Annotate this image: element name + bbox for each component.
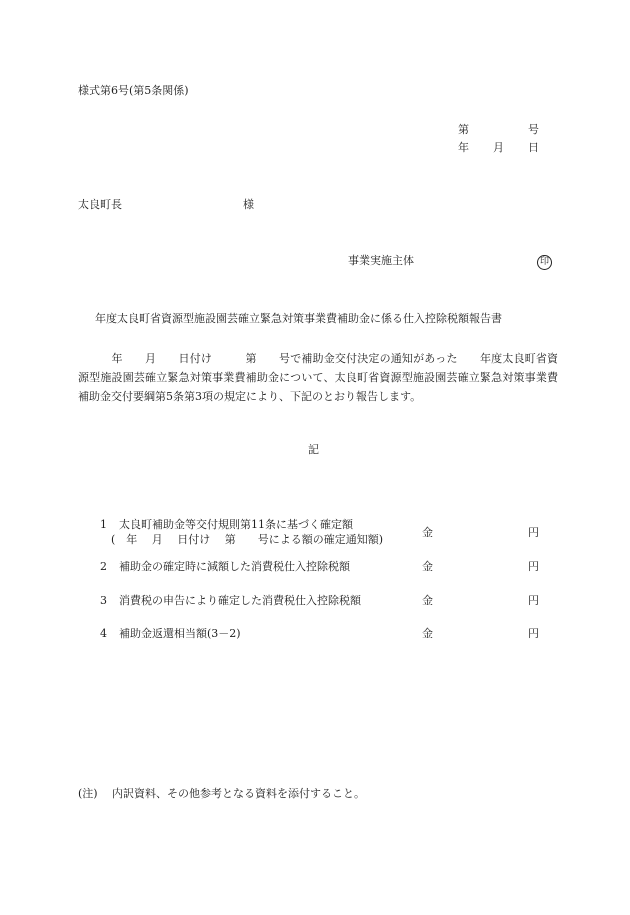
item-text: 補助金返還相当額(3－2)	[119, 627, 241, 640]
seal-icon: 印	[537, 255, 552, 270]
item-text: 消費税の申告により確定した消費税仕入控除税額	[119, 594, 361, 607]
item-subtext: ( 年 月 日付け 第 号による額の確定通知額)	[111, 533, 384, 546]
item-text: 補助金の確定時に減額した消費税仕入控除税額	[119, 560, 350, 573]
item-currency: 金	[422, 627, 433, 640]
addressee-name: 太良町長	[78, 198, 122, 211]
item-unit: 円	[528, 594, 539, 607]
note-label: (注)	[78, 787, 98, 800]
ki-heading: 記	[308, 443, 319, 456]
item-text: 太良町補助金等交付規則第11条に基づく確定額	[119, 518, 353, 531]
seal-mark	[537, 254, 552, 270]
item-currency: 金	[422, 560, 433, 573]
note-text: 内訳資料、その他参考となる資料を添付すること。	[112, 787, 365, 800]
item-number: 2	[100, 560, 107, 573]
list-item	[0, 560, 630, 576]
date-year: 年	[458, 141, 469, 154]
list-item	[0, 594, 630, 610]
item-number: 3	[100, 594, 107, 607]
body-paragraph: 年 月 日付け 第 号で補助金交付決定の通知があった 年度太良町省資源型施設園芸確立緊急対策事業費補助金について、太良町省資源型施設園芸確立緊急対策事業費補助金交付要綱第5条第3項の規定により、下記のとおり報告します。	[78, 352, 558, 403]
list-item	[0, 627, 630, 643]
item-currency: 金	[422, 526, 433, 539]
document-title: 年度太良町省資源型施設園芸確立緊急対策事業費補助金に係る仕入控除税額報告書	[95, 312, 502, 325]
list-item	[0, 518, 630, 539]
applicant-label: 事業実施主体	[348, 254, 414, 267]
item-currency: 金	[422, 594, 433, 607]
addressee-honorific: 様	[243, 198, 254, 211]
item-unit: 円	[528, 560, 539, 573]
item-number: 1	[100, 518, 107, 531]
item-unit: 円	[528, 526, 539, 539]
item-unit: 円	[528, 627, 539, 640]
date-day: 日	[528, 141, 539, 154]
date-month: 月	[493, 141, 504, 154]
number-label: 第	[458, 123, 469, 136]
number-suffix: 号	[528, 123, 539, 136]
form-id: 様式第6号(第5条関係)	[78, 84, 189, 97]
item-number: 4	[100, 627, 107, 640]
